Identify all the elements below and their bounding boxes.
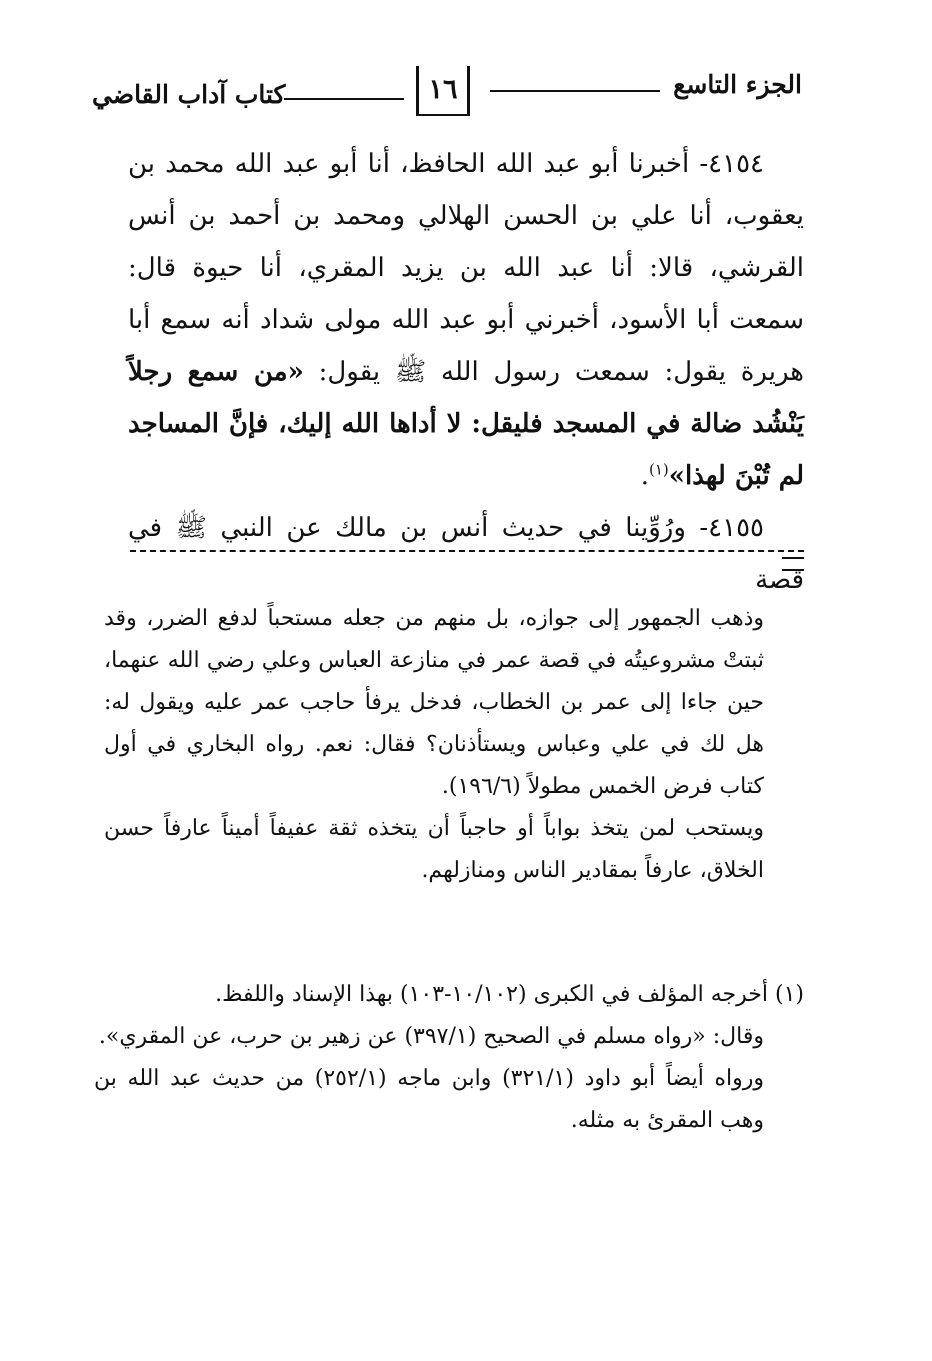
continuation-mark — [782, 557, 804, 571]
footnote-1-line-1: (١) أخرجه المؤلف في الكبرى (١٠/١٠٢-١٠٣) بهذا الإسناد واللفظ. — [215, 982, 804, 1007]
header-rule-left — [284, 98, 404, 100]
footnote-1-line-2: وقال: «رواه مسلم في الصحيح (٣٩٧/١) عن زهير بن حرب، عن المقري». — [98, 1024, 764, 1049]
hadith-4154-chain: ٤١٥٤- أخبرنا أبو عبد الله الحافظ، أنا أبو عبد الله محمد بن يعقوب، أنا علي بن الحسن الهلالي ومحمد بن أحمد بن أنس القرشي، قالا: أنا عبد الله بن يزيد المقري، أنا حيوة قال: سمعت أبا الأسود، أخبرني أبو عبد الله مولى شداد أنه سمع أبا هريرة يقول: سمعت رسول الله ﷺ يقول: — [128, 149, 804, 387]
hadith-4154-end: . — [640, 461, 649, 491]
book-title: كتاب آداب القاضي — [92, 80, 286, 109]
main-text — [128, 138, 804, 606]
continued-note — [104, 598, 764, 892]
footnote-1-line-3: ورواه أيضاً أبو داود (٣٢١/١) وابن ماجه (٢٥٢/١) من حديث عبد الله بن وهب المقرئ به مثله. — [94, 1066, 765, 1133]
hadith-4155: ٤١٥٥- ورُوِّينا في حديث أنس بن مالك عن النبي ﷺ في قصة — [128, 513, 804, 595]
hadith-4154-matn: «من سمع رجلاً يَنْشُد ضالة في المسجد فليقل: لا أداها الله إليك، فإنَّ المساجد لم تُبْنَ لهذا» — [128, 357, 804, 491]
hadith-4154 — [128, 138, 804, 502]
footnote-1 — [94, 974, 804, 1142]
note-paragraph-2: ويستحب لمن يتخذ بواباً أو حاجباً أن يتخذه ثقة عفيفاً أميناً عارفاً حسن الخلاق، عارفاً بمقادير الناس ومنازلهم. — [104, 816, 764, 883]
volume-label: الجزء التاسع — [673, 70, 802, 99]
footnote-separator — [130, 550, 804, 554]
footnote-ref: (١) — [648, 460, 669, 479]
page-number: ١٦ — [416, 66, 470, 116]
note-paragraph-1: وذهب الجمهور إلى جوازه، بل منهم من جعله مستحباً لدفع الضرر، وقد ثبتتْ مشروعيتُه في قصة عمر في منازعة العباس وعلي رضي الله عنهما، حين جاءا إلى عمر بن الخطاب، فدخل يرفأ حاجب عمر عليه ويقول له: هل لك في علي وعباس ويستأذنان؟ فقال: نعم. رواه البخاري في أول كتاب فرض الخمس مطولاً (١٩٦/٦). — [104, 606, 764, 799]
running-header — [92, 66, 802, 122]
header-rule-right — [490, 90, 660, 92]
